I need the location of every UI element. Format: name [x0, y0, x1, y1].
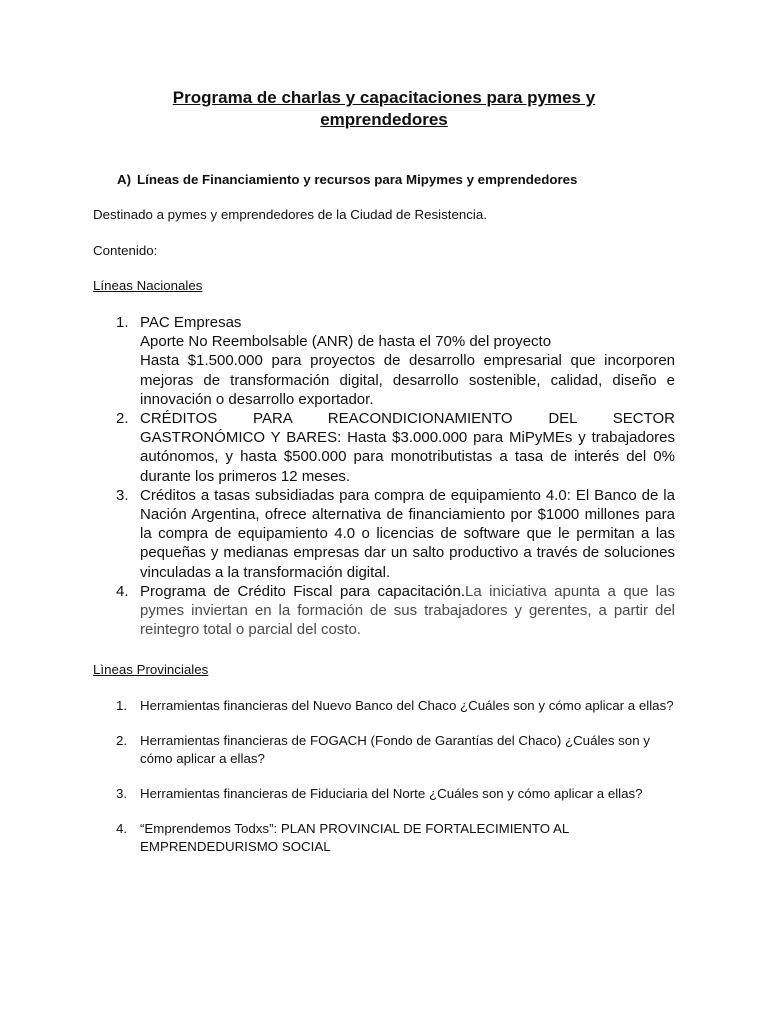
item-text: Herramientas financieras de FOGACH (Fondo de Garantías del Chaco) ¿Cuáles son y cómo aplicar a ellas? [140, 733, 650, 766]
provinciales-list [93, 697, 675, 873]
list-item [93, 732, 675, 768]
intro-paragraph: Destinado a pymes y emprendedores de la Ciudad de Resistencia. [93, 207, 487, 222]
list-number: 4. [116, 582, 129, 600]
item-body: CRÉDITOS PARA REACONDICIONAMIENTO DEL SECTOR GASTRONÓMICO Y BARES: Hasta $3.000.000 para MiPyMEs y trabajadores autónomos, y hasta $500.000 para monotributistas a tasa de interés del 0% durante los primeros 12 meses. [140, 410, 675, 485]
provinciales-heading: Lìneas Provinciales [93, 662, 209, 677]
item-body: Créditos a tasas subsidiadas para compra de equipamiento 4.0: El Banco de la Nación Argentina, ofrece alternativa de financiamiento por $1000 millones para la compra de equipamiento 4.0 o licencias de software que le permitan a las pequeñas y medianas empresas dar un salto productivo a través de soluciones vinculadas a la transformación digital. [140, 486, 675, 581]
nacionales-heading: Líneas Nacionales [93, 278, 203, 293]
page-title: Programa de charlas y capacitaciones para pymes y emprendedores [172, 88, 596, 129]
item-text: “Emprendemos Todxs”: PLAN PROVINCIAL DE FORTALECIMIENTO AL EMPRENDEDURISMO SOCIAL [140, 821, 569, 854]
item-title: PAC Empresas [140, 314, 242, 331]
list-item [93, 697, 675, 715]
list-number: 1. [116, 698, 128, 713]
item-body: La iniciativa apunta a que las pymes inviertan en la formación de sus trabajadores y gerentes, a partir del reintegro total o parcial del costo. [140, 582, 675, 639]
list-number: 3. [116, 786, 128, 801]
list-item [93, 409, 675, 486]
section-letter: A) [117, 172, 132, 187]
item-text: Herramientas financieras del Nuevo Banco del Chaco ¿Cuáles son y cómo aplicar a ellas? [140, 698, 674, 713]
section-heading [117, 172, 577, 188]
list-number: 1. [116, 314, 129, 331]
list-number: 2. [116, 410, 129, 428]
item-lead: Programa de Crédito Fiscal para capacitación. [140, 582, 465, 600]
list-number: 4. [116, 821, 128, 836]
item-subtitle: Aporte No Reembolsable (ANR) de hasta el 70% del proyecto [140, 333, 552, 351]
list-item [93, 486, 675, 582]
item-text: Herramientas financieras de Fiduciaria del Norte ¿Cuáles son y cómo aplicar a ellas? [140, 786, 643, 801]
list-number: 2. [116, 733, 128, 748]
list-item [93, 820, 675, 856]
item-body: Hasta $1.500.000 para proyectos de desarrollo empresarial que incorporen mejoras de transformación digital, desarrollo sostenible, calidad, diseño e innovación o desarrollo exportador. [140, 352, 675, 408]
contenido-label: Contenido: [93, 243, 158, 258]
list-number: 3. [116, 486, 129, 504]
list-item [93, 313, 675, 409]
nacionales-list [93, 313, 675, 639]
list-item [93, 582, 675, 640]
list-item [93, 785, 675, 803]
section-heading-text: Líneas de Financiamiento y recursos para Mipymes y emprendedores [137, 172, 578, 187]
